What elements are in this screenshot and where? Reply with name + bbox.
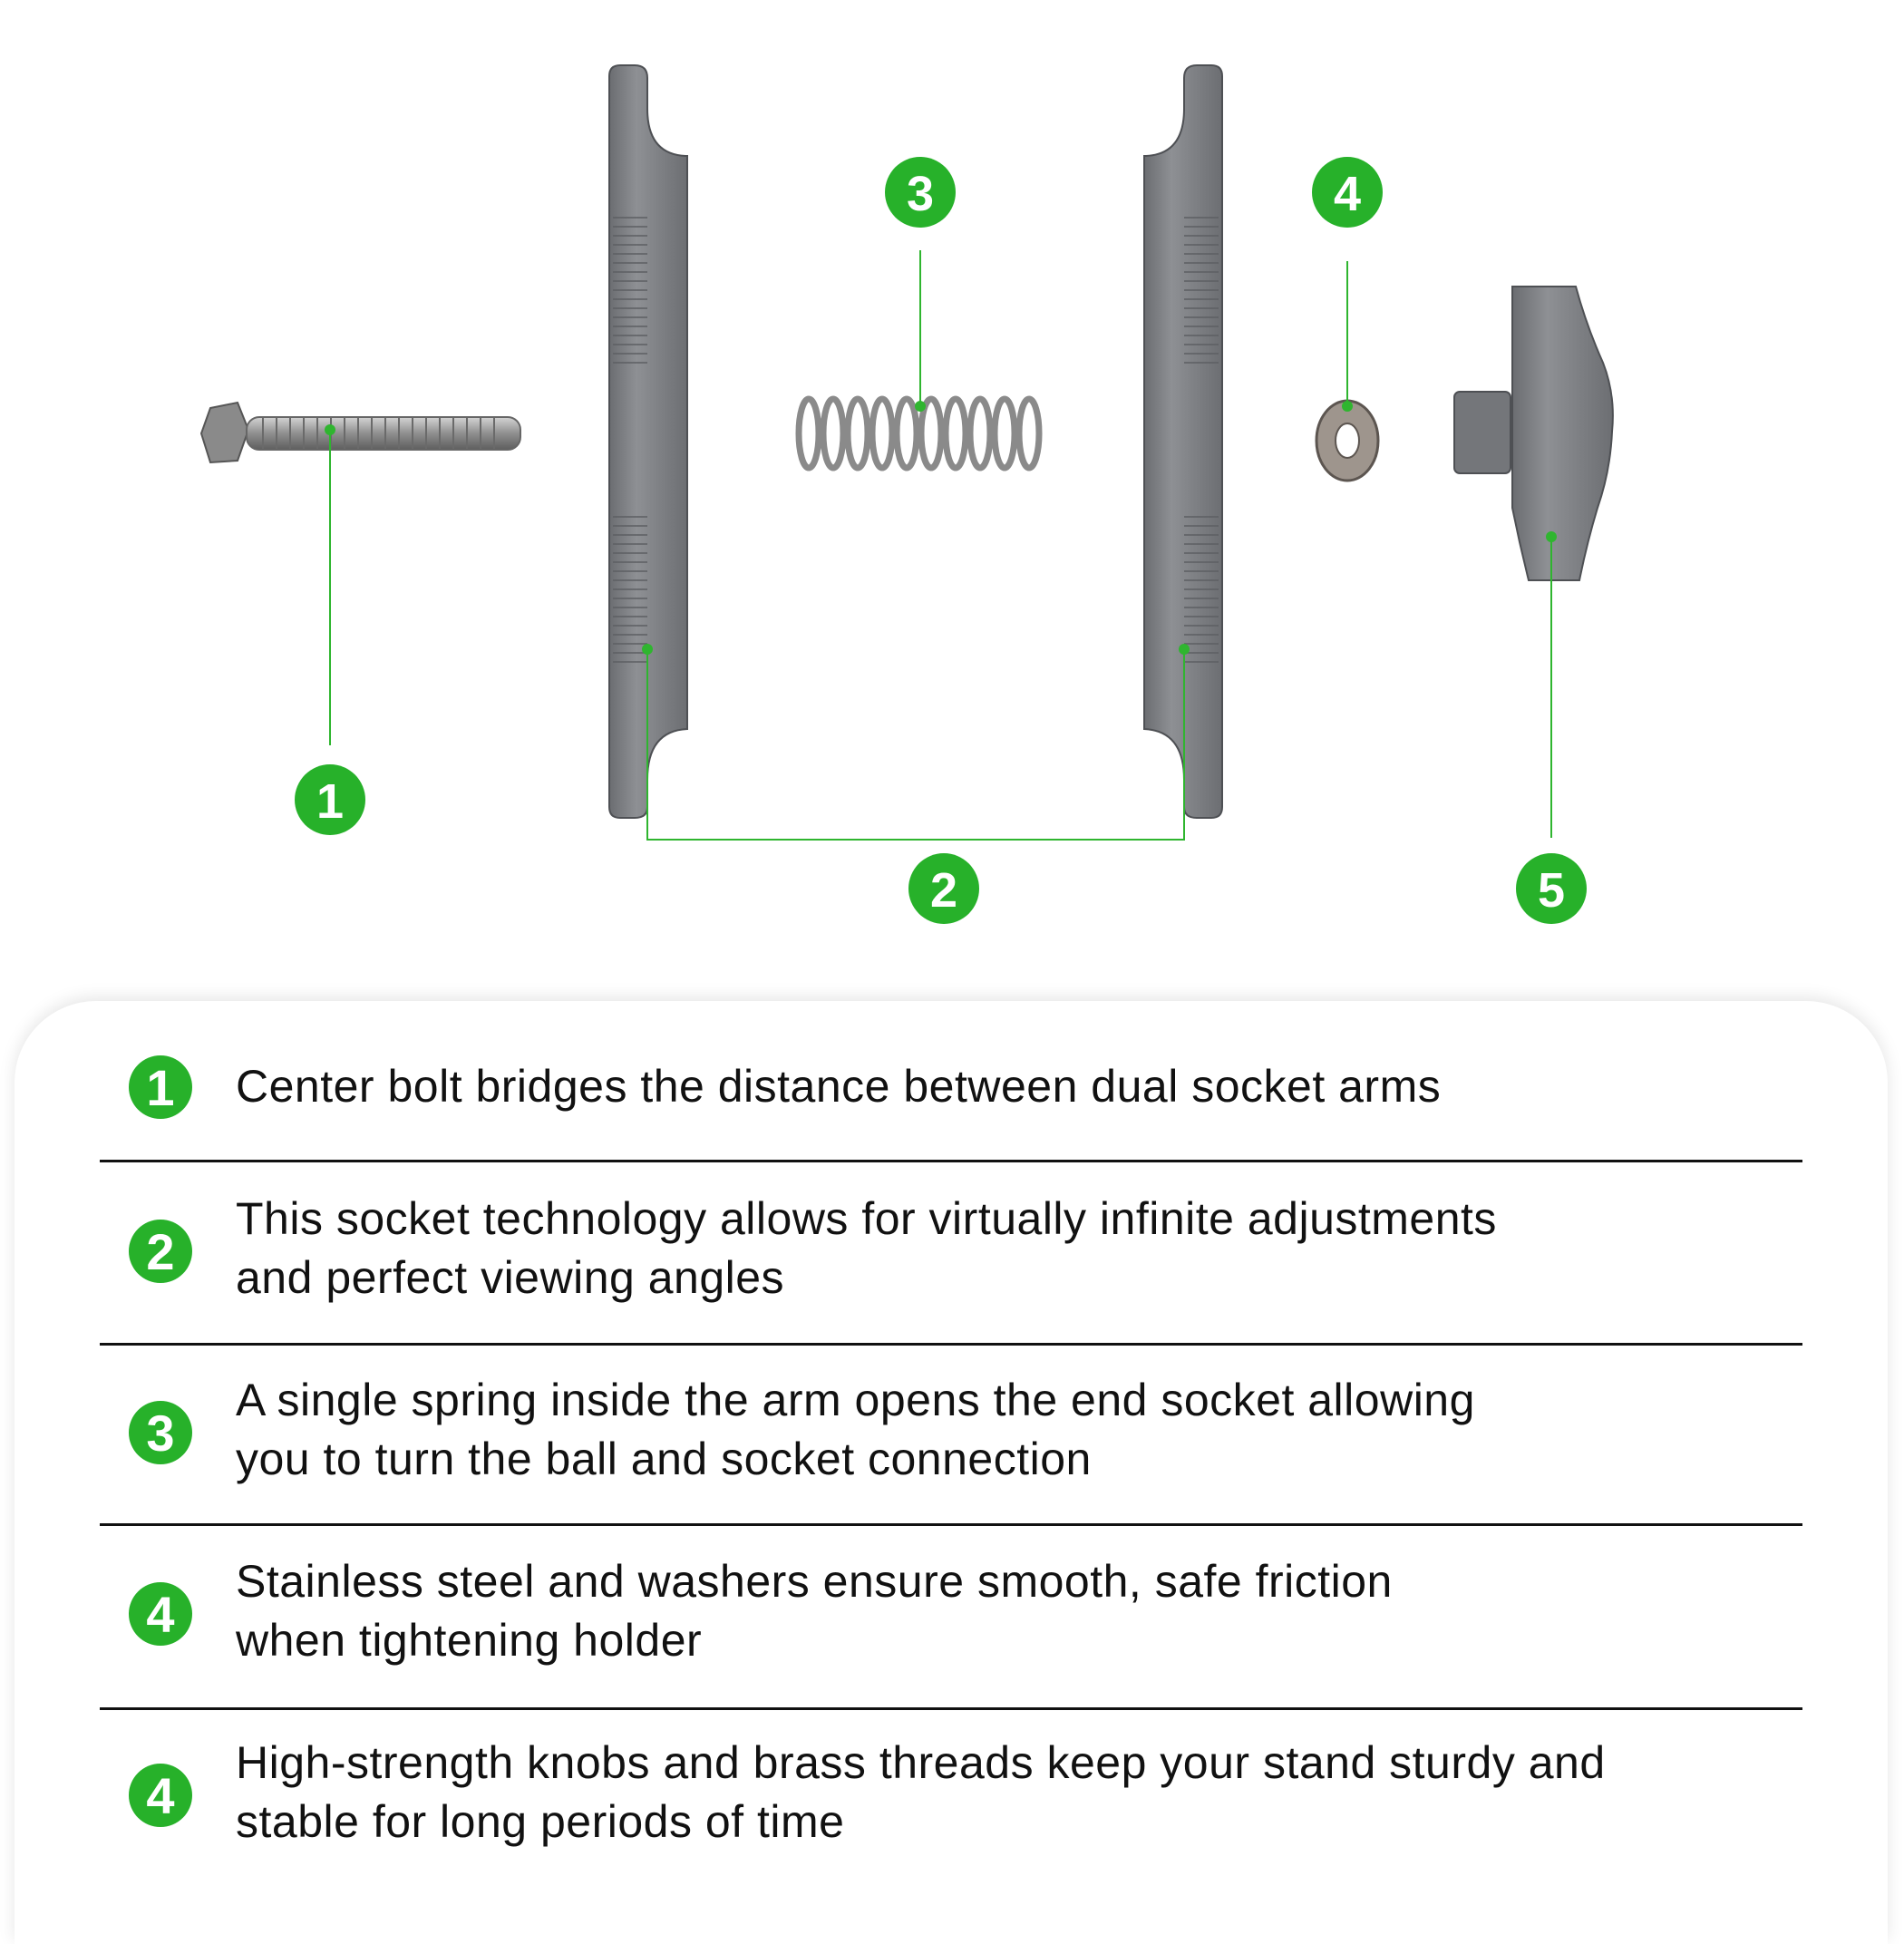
feature-text: This socket technology allows for virtually infinite adjustments and perfect viewing angles bbox=[236, 1193, 1497, 1303]
feature-text: A single spring inside the arm opens the end socket allowing you to turn the ball and socket connection bbox=[236, 1375, 1475, 1484]
row-divider bbox=[100, 1160, 1802, 1162]
row-divider bbox=[100, 1343, 1802, 1346]
feature-text: Stainless steel and washers ensure smooth, safe friction when tightening holder bbox=[236, 1556, 1393, 1666]
feature-number-badge: 2 bbox=[129, 1220, 192, 1283]
svg-text:3: 3 bbox=[906, 167, 935, 221]
feature-row-4 bbox=[100, 1550, 1802, 1677]
callout-badge-3 bbox=[885, 157, 956, 228]
leader-lines bbox=[330, 250, 1551, 840]
svg-text:4: 4 bbox=[1333, 167, 1362, 221]
feature-text: High-strength knobs and brass threads keep your stand sturdy and stable for long periods of time bbox=[236, 1737, 1606, 1847]
row-divider bbox=[100, 1707, 1802, 1710]
feature-text: Center bolt bridges the distance between dual socket arms bbox=[236, 1061, 1442, 1112]
parts-diagram bbox=[0, 0, 1904, 961]
callout-badge-2 bbox=[908, 853, 979, 924]
feature-row-1 bbox=[100, 1052, 1802, 1124]
feature-number-badge: 3 bbox=[129, 1401, 192, 1464]
bolt-part bbox=[201, 403, 520, 462]
svg-text:2: 2 bbox=[929, 863, 958, 918]
feature-number-badge: 4 bbox=[129, 1582, 192, 1646]
callout-badge-4 bbox=[1312, 157, 1383, 228]
feature-row-3 bbox=[100, 1369, 1802, 1496]
feature-row-2 bbox=[100, 1188, 1802, 1315]
callout-badge-5 bbox=[1516, 853, 1587, 924]
svg-text:5: 5 bbox=[1537, 863, 1566, 918]
wing-knob-part bbox=[1454, 287, 1613, 580]
feature-row-5 bbox=[100, 1732, 1802, 1859]
callout-badge-1 bbox=[295, 764, 365, 835]
washer-part bbox=[1316, 401, 1378, 481]
svg-text:1: 1 bbox=[316, 774, 345, 829]
feature-number-badge: 1 bbox=[129, 1055, 192, 1119]
feature-number-badge: 4 bbox=[129, 1764, 192, 1827]
row-divider bbox=[100, 1523, 1802, 1526]
